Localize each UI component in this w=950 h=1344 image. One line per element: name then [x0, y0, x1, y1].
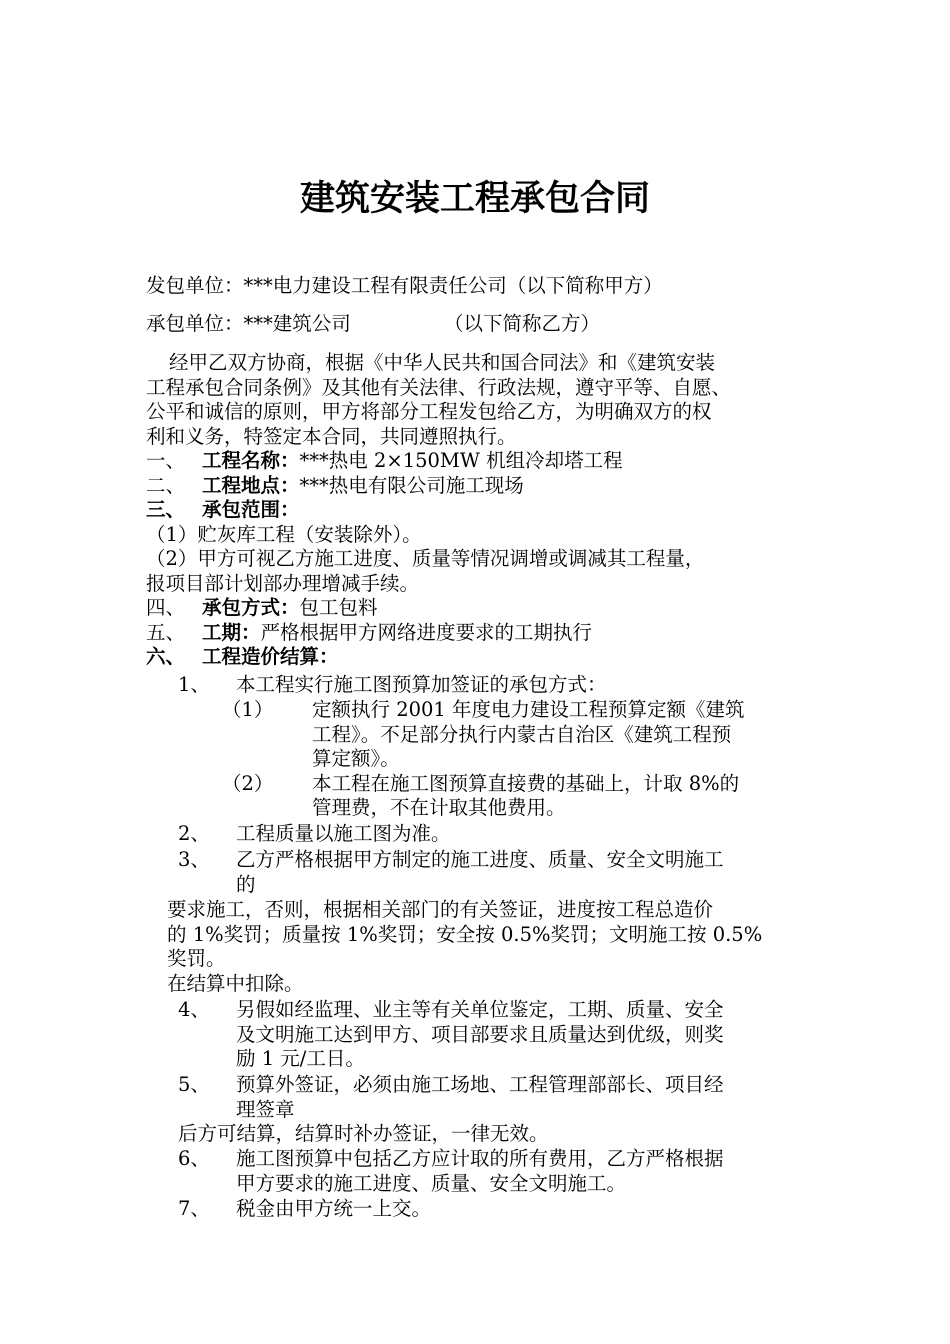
contractor-alias: （以下简称乙方）	[444, 312, 601, 335]
pricing-subitem-line: 本工程在施工图预算直接费的基础上，计取 8%的	[312, 771, 740, 795]
preamble-line: 工程承包合同条例》及其他有关法律、行政法规，遵守平等、自愿、	[146, 375, 732, 399]
section-1-label: 工程名称：	[202, 449, 300, 472]
pricing-item-line: 另假如经监理、业主等有关单位鉴定，工期、质量、安全	[236, 998, 724, 1021]
pricing-item-line: 施工图预算中包括乙方应计取的所有费用，乙方严格根据	[236, 1147, 724, 1170]
pricing-item-number: 3、	[178, 848, 210, 871]
pricing-subitem-line: 定额执行 2001 年度电力建设工程预算定额《建筑	[312, 698, 745, 721]
section-2-value: ***热电有限公司施工现场	[299, 473, 524, 497]
pricing-subitem-number: （2）	[222, 771, 274, 795]
preamble-line: 经甲乙双方协商，根据《中华人民共和国合同法》和《建筑安装	[169, 351, 716, 374]
document-title: 建筑安装工程承包合同	[299, 179, 650, 219]
section-2-label: 工程地点：	[202, 473, 300, 497]
section-4-number: 四、	[146, 596, 186, 619]
section-3-label: 承包范围：	[202, 498, 300, 521]
pricing-item-number: 6、	[178, 1147, 210, 1170]
section-5-label: 工期：	[202, 620, 261, 644]
scope-item: （1）贮灰库工程（安装除外）。	[146, 522, 422, 546]
section-3-number: 三、	[146, 498, 186, 521]
section-6-number: 六、	[146, 645, 186, 668]
pricing-item-number: 2、	[178, 822, 210, 845]
pricing-subitem-line: 算定额》。	[312, 747, 400, 770]
pricing-item-line: 乙方严格根据甲方制定的施工进度、质量、安全文明施工	[236, 848, 724, 871]
employer-line: 发包单位：***电力建设工程有限责任公司（以下简称甲方）	[146, 274, 663, 297]
preamble-line: 利和义务，特签定本合同，共同遵照执行。	[146, 424, 517, 448]
section-2	[202, 474, 524, 499]
scope-item: 报项目部计划部办理增减手续。	[146, 571, 420, 595]
pricing-item-line: 甲方要求的施工进度、质量、安全文明施工。	[236, 1171, 627, 1195]
section-1-number: 一、	[146, 449, 186, 472]
pricing-item-line: 励 1 元/工日。	[236, 1047, 365, 1070]
section-4	[202, 596, 378, 621]
pricing-item-number: 1、	[178, 673, 210, 696]
pricing-item-line: 的	[236, 872, 256, 896]
section-4-label: 承包方式：	[202, 596, 300, 619]
pricing-continuation: 的 1%奖罚；质量按 1%奖罚；安全按 0.5%奖罚；文明施工按 0.5%	[167, 922, 763, 946]
pricing-item-number: 5、	[178, 1073, 210, 1096]
pricing-continuation: 后方可结算，结算时补办签证，一律无效。	[178, 1122, 549, 1145]
pricing-continuation: 在结算中扣除。	[167, 971, 304, 995]
pricing-item-line: 预算外签证，必须由施工场地、工程管理部部长、项目经	[236, 1073, 724, 1096]
scope-item: （2）甲方可视乙方施工进度、质量等情况调增或调减其工程量，	[146, 547, 705, 570]
pricing-item-number: 4、	[178, 998, 210, 1021]
pricing-continuation: 奖罚。	[167, 947, 226, 970]
section-2-number: 二、	[146, 473, 186, 497]
pricing-item-line: 及文明施工达到甲方、项目部要求且质量达到优级，则奖	[236, 1022, 724, 1046]
section-1	[202, 449, 623, 474]
section-5-value: 严格根据甲方网络进度要求的工期执行	[260, 620, 593, 644]
pricing-item-text: 税金由甲方统一上交。	[236, 1197, 432, 1220]
section-5-number: 五、	[146, 620, 186, 644]
preamble-line: 公平和诚信的原则，甲方将部分工程发包给乙方，为明确双方的权	[146, 400, 712, 423]
pricing-item-line: 理签章	[236, 1097, 295, 1121]
pricing-item-text: 本工程实行施工图预算加签证的承包方式：	[236, 673, 607, 696]
contractor-name: 承包单位：***建筑公司	[146, 312, 351, 335]
pricing-item-text: 工程质量以施工图为准。	[236, 822, 451, 845]
section-4-value: 包工包料	[299, 596, 378, 619]
pricing-subitem-line: 工程》。不足部分执行内蒙古自治区《建筑工程预	[312, 722, 732, 746]
section-6-label: 工程造价结算：	[202, 645, 339, 668]
section-1-value: ***热电 2×150MW 机组冷却塔工程	[299, 449, 623, 472]
pricing-item-number: 7、	[178, 1197, 210, 1220]
pricing-continuation: 要求施工，否则，根据相关部门的有关签证，进度按工程总造价	[167, 898, 714, 921]
pricing-subitem-line: 管理费，不在计取其他费用。	[312, 796, 566, 819]
pricing-subitem-number: （1）	[222, 698, 274, 721]
section-5	[202, 621, 592, 646]
